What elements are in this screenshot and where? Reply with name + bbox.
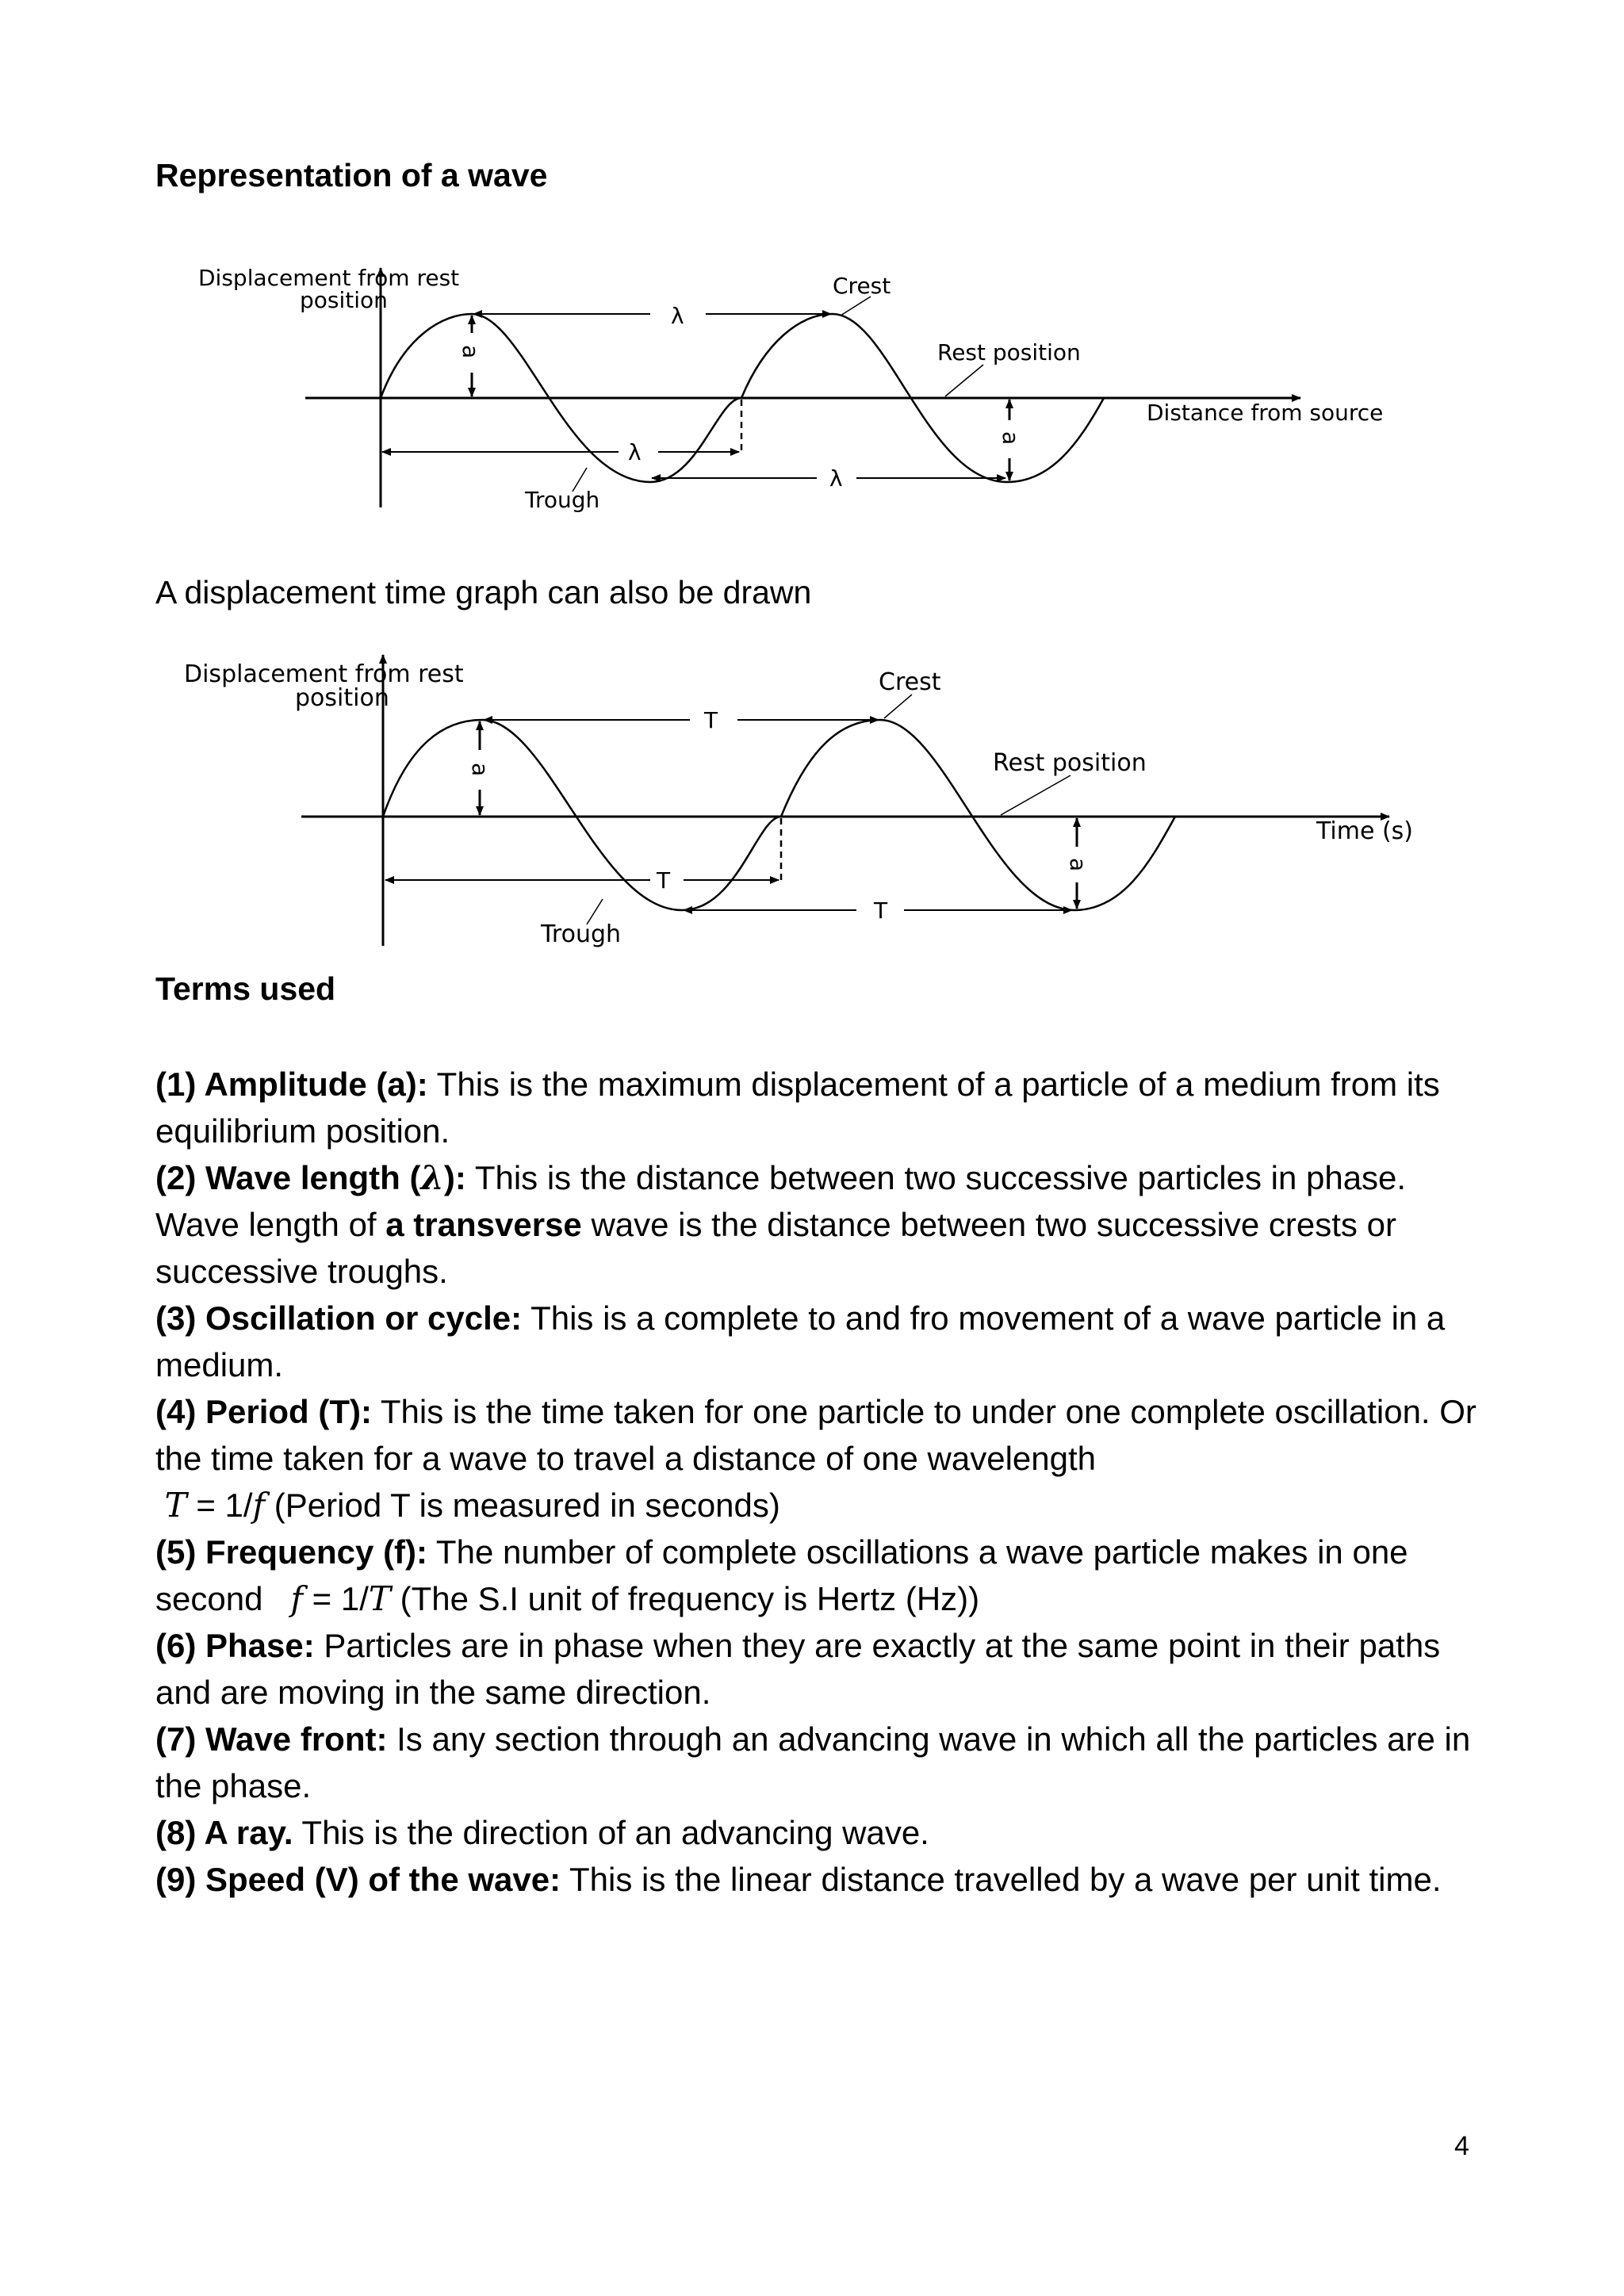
crest-pointer <box>841 297 871 316</box>
term-label: (8) A ray. <box>155 1814 293 1851</box>
crest-label: Crest <box>833 273 891 299</box>
section-heading-representation: Representation of a wave <box>155 157 548 193</box>
trough-label: Trough <box>541 920 622 948</box>
formula-lhs: f <box>290 1579 303 1618</box>
term-wave-front <box>155 1716 1503 1809</box>
term-definition: This is a complete to and fro movement of a wave particle in a medium. <box>155 1299 1446 1383</box>
wave-distance-diagram <box>0 254 1624 523</box>
term-definition: This is the linear distance travelled by a wave per unit time. <box>561 1861 1442 1898</box>
y-axis-label-line2: position <box>295 684 389 712</box>
term-oscillation <box>155 1295 1503 1388</box>
rest-position-pointer <box>1001 775 1071 815</box>
trough-label: Trough <box>525 487 600 513</box>
formula-note: (The S.I unit of frequency is Hertz (Hz)) <box>390 1580 980 1617</box>
y-axis-label-line1: Displacement from rest <box>198 265 460 291</box>
period-label-top: T <box>704 707 718 733</box>
term-period <box>155 1388 1503 1529</box>
displacement-time-intro: A displacement time graph can also be drawn <box>155 574 812 610</box>
rest-position-label: Rest position <box>937 339 1081 365</box>
y-axis-label-line2: position <box>300 287 388 313</box>
terms-list <box>155 1061 1503 1903</box>
formula-equals: = 1/ <box>186 1487 253 1524</box>
period-label-mid: T <box>657 867 671 894</box>
term-definition: This is the direction of an advancing wave. <box>293 1814 929 1851</box>
term-ray <box>155 1809 1503 1856</box>
term-label: (6) Phase: <box>155 1627 315 1664</box>
term-label <box>155 1159 466 1196</box>
term-label: (5) Frequency (f): <box>155 1533 428 1571</box>
crest-pointer <box>884 695 912 718</box>
rest-position-pointer <box>945 365 983 396</box>
term-definition: The number of complete oscillations a wave particle makes in one second <box>155 1533 1408 1617</box>
term-label-start: (2) Wave length ( <box>155 1159 421 1196</box>
formula-lhs: T <box>164 1486 187 1525</box>
term-definition: This is the distance between two successive particles in phase. <box>465 1159 1407 1196</box>
term-speed <box>155 1856 1503 1903</box>
lambda-symbol: λ <box>420 1158 444 1197</box>
x-axis-label: Time (s) <box>1316 817 1413 845</box>
wavelength-label-bottom: λ <box>829 465 843 492</box>
period-label-bottom: T <box>874 897 888 924</box>
formula-equals: = 1/ <box>303 1580 369 1617</box>
wave-curve <box>383 720 1175 910</box>
term-wavelength <box>155 1154 1503 1295</box>
term-definition: This is the time taken for one particle to under one complete oscillation. Or the time taken for a wave to travel a distance of one wavelength <box>155 1393 1477 1477</box>
term-frequency <box>155 1529 1503 1622</box>
term-definition: Particles are in phase when they are exactly at the same point in their paths and are moving in the same direction. <box>155 1627 1441 1711</box>
amplitude-label-2: a <box>998 431 1024 446</box>
amplitude-label-1: a <box>467 763 493 777</box>
formula-note: (Period T is measured in seconds) <box>265 1487 780 1524</box>
term-definition: This is the maximum displacement of a particle of a medium from its equilibrium position. <box>155 1066 1440 1150</box>
term-label: (9) Speed (V) of the wave: <box>155 1861 561 1898</box>
term-definition-extra: wave is the distance between two successive crests or successive troughs. <box>155 1206 1396 1290</box>
term-definition-extra: Wave length of <box>155 1206 386 1243</box>
amplitude-label-1: a <box>458 345 484 359</box>
crest-label: Crest <box>879 668 941 696</box>
wavelength-label-top: λ <box>671 303 684 329</box>
term-label: (4) Period (T): <box>155 1393 372 1430</box>
term-phase <box>155 1622 1503 1716</box>
amplitude-label-2: a <box>1065 858 1091 872</box>
wave-time-diagram <box>0 649 1624 966</box>
wavelength-label-mid: λ <box>628 439 642 465</box>
term-amplitude <box>155 1061 1503 1154</box>
y-axis-label-line1: Displacement from rest <box>184 660 464 688</box>
term-label: (1) Amplitude (a): <box>155 1066 428 1103</box>
formula-rhs: T <box>368 1579 391 1618</box>
term-label-end: ): <box>443 1159 466 1196</box>
x-axis-label: Distance from source <box>1147 400 1384 426</box>
term-definition: Is any section through an advancing wave in which all the particles are in the phase. <box>155 1720 1471 1804</box>
formula-rhs: f <box>252 1486 266 1525</box>
term-label: (7) Wave front: <box>155 1720 388 1758</box>
term-label: (3) Oscillation or cycle: <box>155 1299 523 1337</box>
rest-position-label: Rest position <box>993 749 1147 777</box>
page-number: 4 <box>1454 2131 1469 2161</box>
term-emphasis: a transverse <box>385 1206 582 1243</box>
section-heading-terms: Terms used <box>155 970 336 1007</box>
